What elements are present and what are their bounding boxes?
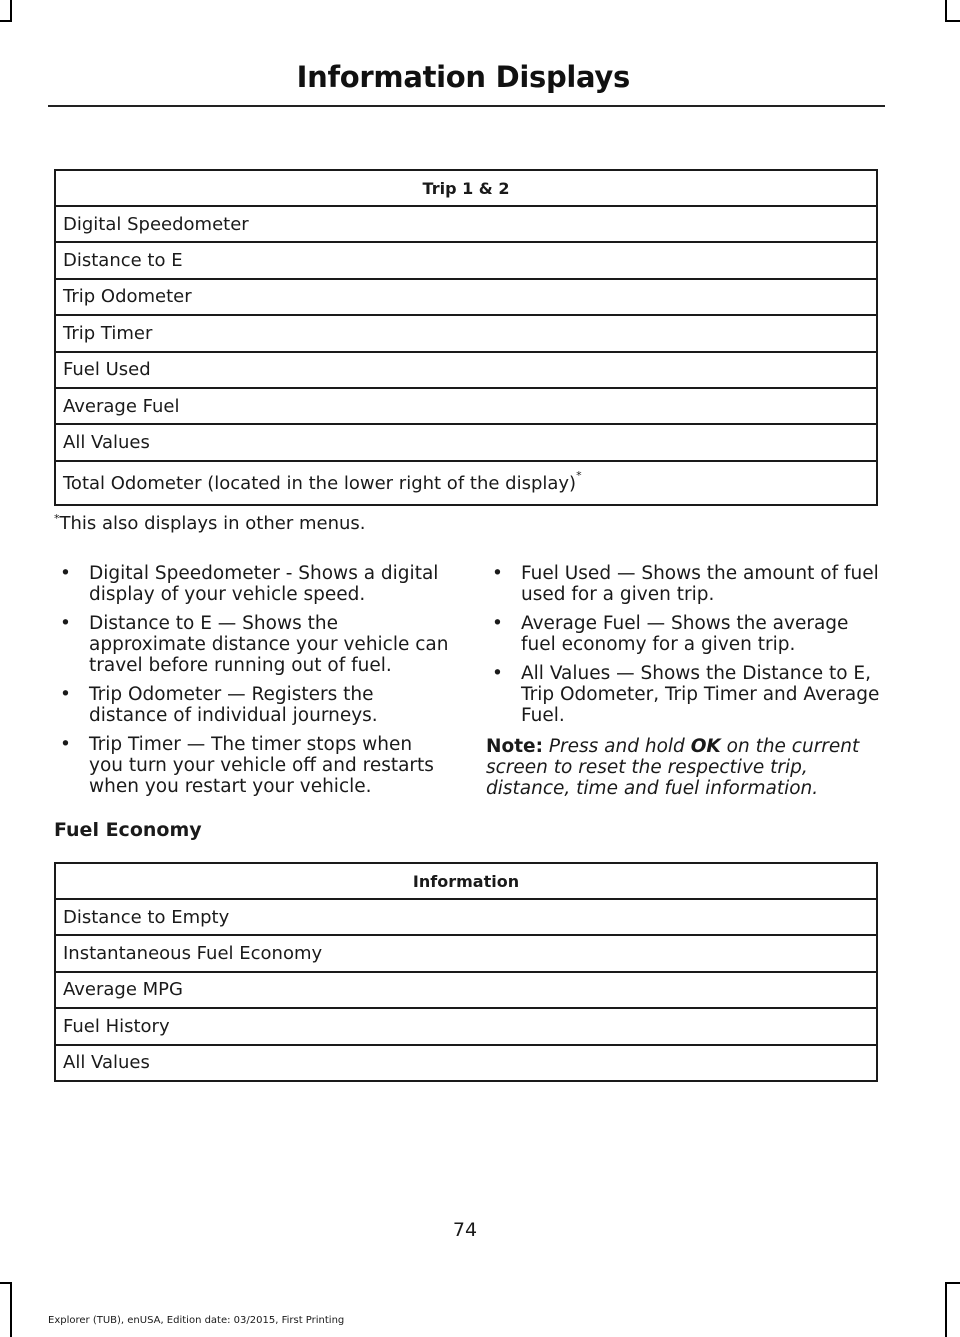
bullet-item: • Fuel Used — Shows the amount of fuel used for a given trip. <box>492 563 884 605</box>
crop-mark-bottom-right-h <box>945 1282 960 1284</box>
title-divider <box>48 105 885 107</box>
info-table-row: All Values <box>55 1045 877 1081</box>
crop-mark-top-left-v <box>10 0 12 22</box>
note-paragraph <box>486 736 884 799</box>
footer-edition-info: Explorer (TUB), enUSA, Edition date: 03/2015, First Printing <box>48 1315 345 1326</box>
asterisk-mark: * <box>576 468 582 482</box>
trip-menu-table <box>54 169 878 506</box>
crop-mark-bottom-right-v <box>945 1282 947 1337</box>
trip-table-heading: Trip 1 & 2 <box>55 170 877 206</box>
note-key: OK <box>690 736 721 757</box>
bullet-item: • Trip Odometer — Registers the distance of individual journeys. <box>60 684 450 726</box>
trip-table-row: Fuel Used <box>55 352 877 388</box>
trip-table-row: Trip Timer <box>55 315 877 351</box>
trip-table-row: All Values <box>55 424 877 460</box>
trip-table-row: Trip Odometer <box>55 279 877 315</box>
trip-table-row: Average Fuel <box>55 388 877 424</box>
info-table-row: Instantaneous Fuel Economy <box>55 935 877 971</box>
info-table-row: Distance to Empty <box>55 899 877 935</box>
trip-table-row: Digital Speedometer <box>55 206 877 242</box>
bullet-item: • Distance to E — Shows the approximate distance your vehicle can travel before running out of fuel. <box>60 613 450 676</box>
info-table-heading: Information <box>55 863 877 899</box>
note-text-after: on the current screen to reset the respective trip, distance, time and fuel information. <box>486 736 860 799</box>
footnote-mark: * <box>54 512 60 525</box>
crop-mark-top-left-h <box>0 20 12 22</box>
crop-mark-bottom-left-v <box>10 1282 12 1337</box>
crop-mark-bottom-left-h <box>0 1282 12 1284</box>
fuel-economy-table <box>54 862 878 1082</box>
info-table-row: Fuel History <box>55 1008 877 1044</box>
trip-table-row-total-odometer <box>55 461 877 505</box>
info-table-row: Average MPG <box>55 972 877 1008</box>
trip-table-row: Distance to E <box>55 242 877 278</box>
total-odometer-label: Total Odometer (located in the lower right of the display) <box>63 472 577 494</box>
bullet-item: • All Values — Shows the Distance to E, Trip Odometer, Trip Timer and Average Fuel. <box>492 663 884 726</box>
bullet-item: • Trip Timer — The timer stops when you turn your vehicle off and restarts when you restart your vehicle. <box>60 734 450 797</box>
note-label: Note: <box>486 736 543 757</box>
footnote-text: This also displays in other menus. <box>59 513 366 534</box>
left-column <box>60 563 450 805</box>
footnote <box>54 512 366 534</box>
crop-mark-top-right-v <box>945 0 947 22</box>
bullet-item: • Average Fuel — Shows the average fuel economy for a given trip. <box>492 613 884 655</box>
fuel-economy-heading: Fuel Economy <box>54 819 202 841</box>
note-text-before: Press and hold <box>548 736 685 757</box>
crop-mark-top-right-h <box>945 20 960 22</box>
bullet-item: • Digital Speedometer - Shows a digital display of your vehicle speed. <box>60 563 450 605</box>
right-column <box>486 563 884 799</box>
page-title: Information Displays <box>296 60 630 94</box>
page-number: 74 <box>452 1219 478 1241</box>
